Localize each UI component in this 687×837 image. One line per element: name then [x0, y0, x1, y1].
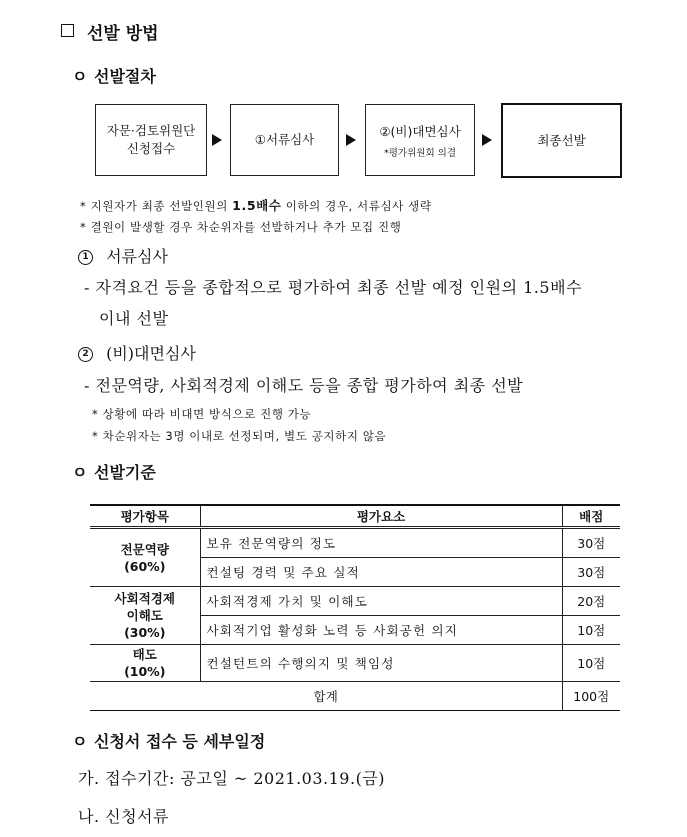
category-cell: 사회적경제 이해도 (30%): [90, 587, 200, 645]
interview-heading: 2 (비)대면심사: [78, 341, 196, 364]
table-row: [90, 645, 620, 682]
total-score: 100점: [562, 682, 620, 711]
element-cell: 사회적경제 가치 및 이해도: [200, 587, 562, 616]
procedure-note: * 지원자가 최종 선발인원의 1.5배수 이하의 경우, 서류심사 생략: [80, 198, 432, 213]
procedure-heading: 선발절차: [94, 67, 156, 86]
interview-desc: - 전문역량, 사회적경제 이해도 등을 종합 평가하여 최종 선발: [84, 376, 524, 395]
section-checkbox-icon: [61, 24, 74, 37]
document-review-desc: - 자격요건 등을 종합적으로 평가하여 최종 선발 예정 인원의 1.5배수: [84, 278, 582, 297]
schedule-bullet: ㅇ: [72, 732, 88, 751]
flow-step-application: [95, 104, 207, 176]
score-cell: 10점: [562, 645, 620, 682]
element-cell: 컨설팅 경력 및 주요 실적: [200, 558, 562, 587]
flow-step-label: 최종선발: [537, 132, 586, 148]
category-cell: 태도 (10%): [90, 645, 200, 682]
flow-step-interview: [365, 104, 475, 176]
interview-note: * 차순위자는 3명 이내로 선정되며, 별도 공지하지 않음: [92, 429, 387, 443]
procedure-bullet: ㅇ: [72, 67, 88, 86]
document-review-heading: 1 서류심사: [78, 244, 168, 267]
score-cell: 30점: [562, 528, 620, 558]
table-header-row: [90, 505, 620, 528]
category-cell: 전문역량 (60%): [90, 528, 200, 587]
element-cell: 컨설턴트의 수행의지 및 책임성: [200, 645, 562, 682]
table-total-row: [90, 682, 620, 711]
column-header: 평가요소: [200, 505, 562, 528]
circled-number-icon: 2: [78, 347, 93, 362]
element-cell: 보유 전문역량의 정도: [200, 528, 562, 558]
arrow-right-icon: [346, 134, 356, 146]
score-cell: 20점: [562, 587, 620, 616]
flow-step-label: 자문·검토위원단: [106, 123, 196, 138]
flow-step-label: ①서류심사: [254, 132, 315, 147]
total-label: 합계: [90, 682, 562, 711]
score-cell: 10점: [562, 616, 620, 645]
arrow-right-icon: [212, 134, 222, 146]
circled-number-icon: 1: [78, 250, 93, 265]
procedure-note: * 결원이 발생할 경우 차순위자를 선발하거나 추가 모집 진행: [80, 220, 402, 234]
flow-step-label: 신청접수: [126, 141, 176, 156]
schedule-item: 나. 신청서류: [78, 807, 169, 826]
arrow-right-icon: [482, 134, 492, 146]
schedule-heading: 신청서 접수 등 세부일정: [94, 732, 266, 751]
column-header: 평가항목: [90, 505, 200, 528]
interview-note: * 상황에 따라 비대면 방식으로 진행 가능: [92, 407, 312, 421]
section-title: 선발 방법: [87, 24, 159, 44]
criteria-heading: 선발기준: [94, 463, 156, 482]
flow-step-label: ②(비)대면심사: [379, 124, 461, 139]
criteria-table: [90, 504, 620, 711]
criteria-bullet: ㅇ: [72, 463, 88, 482]
document-review-desc-cont: 이내 선발: [99, 309, 169, 328]
bold-ratio: 1.5배수: [232, 198, 282, 213]
schedule-item: 가. 접수기간: 공고일 ~ 2021.03.19.(금): [78, 769, 386, 788]
table-row: [90, 587, 620, 616]
flow-step-document-review: [230, 104, 339, 176]
flow-step-sublabel: *평가위원회 의결: [383, 148, 456, 159]
table-row: [90, 528, 620, 558]
element-cell: 사회적기업 활성화 노력 등 사회공헌 의지: [200, 616, 562, 645]
score-cell: 30점: [562, 558, 620, 587]
column-header: 배점: [562, 505, 620, 528]
flow-step-final-selection: [501, 103, 622, 178]
